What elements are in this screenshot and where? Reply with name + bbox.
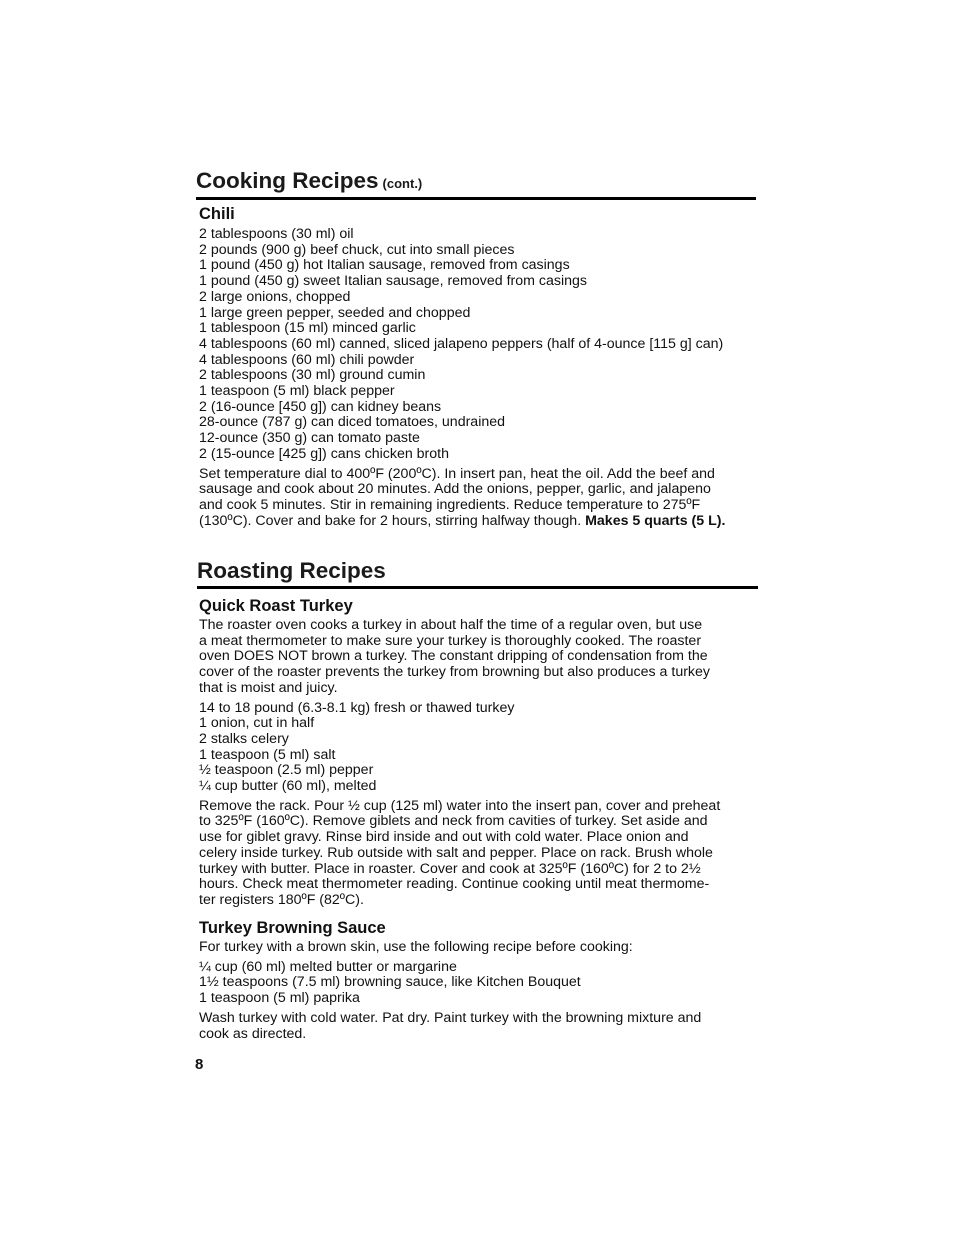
turkey-intro xyxy=(199,618,769,697)
turkey-browning-sauce-recipe xyxy=(199,918,769,1042)
ingredient-item: 1 pound (450 g) sweet Italian sausage, removed from casings xyxy=(199,273,588,290)
roasting-recipes-rule xyxy=(197,586,758,589)
turkey-ingredient-list xyxy=(199,701,769,795)
ingredient-item: 2 (15-ounce [425 g]) cans chicken broth xyxy=(199,445,450,462)
ingredient-item: 1 onion, cut in half xyxy=(199,715,315,732)
turkey-directions xyxy=(199,799,769,909)
chili-directions xyxy=(199,467,769,530)
sauce-ingredient-list xyxy=(199,960,769,1007)
ingredient-item: 1 pound (450 g) hot Italian sausage, removed from casings xyxy=(199,257,570,274)
ingredient-item: 12-ounce (350 g) can tomato paste xyxy=(199,430,420,447)
roasting-recipes-title: Roasting Recipes xyxy=(197,558,386,583)
directions-line: cook as directed. xyxy=(199,1025,307,1042)
ingredient-item: 2 tablespoons (30 ml) ground cumin xyxy=(199,367,426,384)
ingredient-item: 2 tablespoons (30 ml) oil xyxy=(199,226,354,242)
intro-line: a meat thermometer to make sure your turkey is thoroughly cooked. The roaster xyxy=(199,632,702,649)
chili-yield: Makes 5 quarts (5 L). xyxy=(585,512,726,529)
directions-text: (130ºC). Cover and bake for 2 hours, stirring halfway though. xyxy=(199,512,582,529)
ingredient-item: 1½ teaspoons (7.5 ml) browning sauce, like Kitchen Bouquet xyxy=(199,974,581,991)
cooking-recipes-rule xyxy=(196,197,756,200)
ingredient-item: 1 teaspoon (5 ml) paprika xyxy=(199,990,360,1007)
chili-ingredient-list xyxy=(199,227,769,463)
ingredient-item: 2 (16-ounce [450 g]) can kidney beans xyxy=(199,398,442,415)
page-number: 8 xyxy=(195,1056,204,1073)
cont-label: (cont.) xyxy=(382,176,423,191)
ingredient-item: 1 teaspoon (5 ml) salt xyxy=(199,746,336,763)
cooking-recipes-title: Cooking Recipes xyxy=(196,168,379,193)
directions-line: Wash turkey with cold water. Pat dry. Paint turkey with the browning mixture and xyxy=(199,1009,702,1026)
turkey-browning-sauce-title: Turkey Browning Sauce xyxy=(199,919,386,937)
intro-line: cover of the roaster prevents the turkey from browning but also produces a turkey xyxy=(199,664,711,681)
directions-line-last xyxy=(199,514,769,530)
roasting-recipes-heading xyxy=(197,556,386,586)
directions-line: to 325ºF (160ºC). Remove giblets and neck from cavities of turkey. Set aside and xyxy=(199,813,708,830)
ingredient-item: 28-ounce (787 g) can diced tomatoes, undrained xyxy=(199,414,506,431)
directions-line: hours. Check meat thermometer reading. Continue cooking until meat thermome- xyxy=(199,876,710,893)
directions-line: use for giblet gravy. Rinse bird inside and out with cold water. Place onion and xyxy=(199,829,689,846)
directions-line: and cook 5 minutes. Stir in remaining ingredients. Reduce temperature to 275ºF xyxy=(199,496,701,513)
directions-line: turkey with butter. Place in roaster. Cover and cook at 325ºF (160ºC) for 2 to 2½ xyxy=(199,860,701,877)
intro-line: The roaster oven cooks a turkey in about half the time of a regular oven, but use xyxy=(199,617,703,633)
chili-title: Chili xyxy=(199,205,235,223)
ingredient-item: ½ teaspoon (2.5 ml) pepper xyxy=(199,762,374,779)
intro-line: oven DOES NOT brown a turkey. The constant dripping of condensation from the xyxy=(199,648,708,665)
intro-line: that is moist and juicy. xyxy=(199,679,338,696)
ingredient-item: 1 teaspoon (5 ml) black pepper xyxy=(199,383,395,400)
directions-line: sausage and cook about 20 minutes. Add the onions, pepper, garlic, and jalapeno xyxy=(199,481,711,498)
ingredient-item: ¼ cup butter (60 ml), melted xyxy=(199,778,377,795)
cooking-recipes-heading xyxy=(196,166,422,199)
directions-line: ter registers 180ºF (82ºC). xyxy=(199,891,364,908)
directions-line: Set temperature dial to 400ºF (200ºC). In insert pan, heat the oil. Add the beef and xyxy=(199,465,715,482)
ingredient-item: ¼ cup (60 ml) melted butter or margarine xyxy=(199,958,457,975)
quick-roast-turkey-title: Quick Roast Turkey xyxy=(199,597,353,615)
sauce-intro xyxy=(199,940,769,956)
quick-roast-turkey-recipe xyxy=(199,596,769,909)
sauce-directions xyxy=(199,1011,769,1042)
ingredient-item: 2 pounds (900 g) beef chuck, cut into small pieces xyxy=(199,241,515,258)
directions-line: Remove the rack. Pour ½ cup (125 ml) water into the insert pan, cover and preheat xyxy=(199,797,721,814)
ingredient-item: 2 large onions, chopped xyxy=(199,288,351,305)
ingredient-item: 2 stalks celery xyxy=(199,730,289,747)
directions-line: celery inside turkey. Rub outside with salt and pepper. Place on rack. Brush whole xyxy=(199,844,713,861)
ingredient-item: 4 tablespoons (60 ml) canned, sliced jalapeno peppers (half of 4-ounce [115 g] can) xyxy=(199,335,724,352)
ingredient-item: 4 tablespoons (60 ml) chili powder xyxy=(199,351,415,368)
chili-recipe xyxy=(199,204,769,529)
ingredient-item: 1 tablespoon (15 ml) minced garlic xyxy=(199,320,416,337)
ingredient-item: 14 to 18 pound (6.3-8.1 kg) fresh or thawed turkey xyxy=(199,699,515,716)
intro-line: For turkey with a brown skin, use the following recipe before cooking: xyxy=(199,939,633,955)
ingredient-item: 1 large green pepper, seeded and chopped xyxy=(199,304,471,321)
